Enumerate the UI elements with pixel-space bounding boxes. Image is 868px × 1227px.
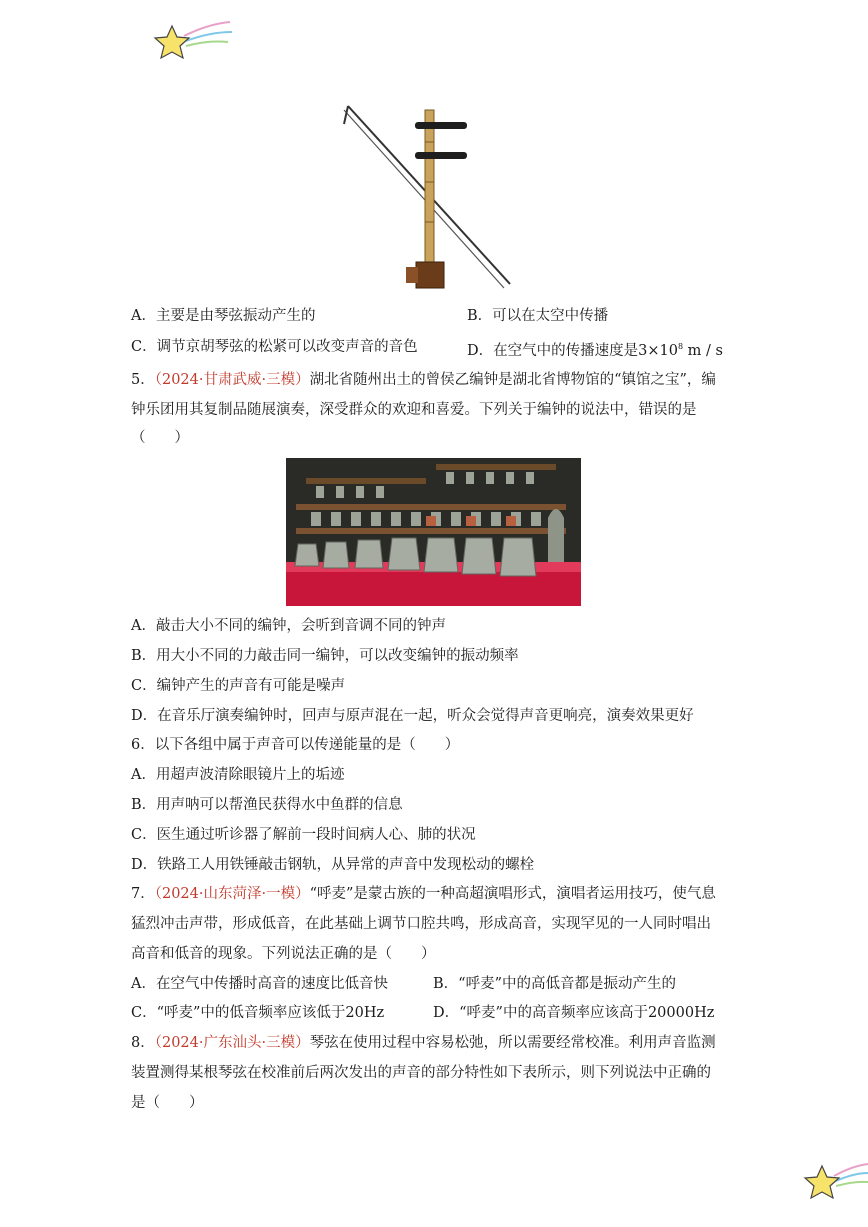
q7-stem-1: “呼麦”是蒙古族的一种高超演唱形式，演唱者运用技巧，使气息	[309, 886, 716, 902]
q5-stem-line-2: 钟乐团用其复制品随展演奏，深受群众的欢迎和喜爱。下列关于编钟的说法中，错误的是	[131, 402, 697, 418]
q8-number: 8．	[131, 1035, 155, 1051]
q4-option-d-base: 3×10	[638, 342, 678, 359]
q4-option-a: A．主要是由琴弦振动产生的	[131, 308, 316, 324]
q8-stem-line-1	[131, 1033, 716, 1053]
shooting-star-logo-bottom	[800, 1158, 868, 1204]
q7-stem-line-2: 猛烈冲击声带，形成低音，在此基础上调节口腔共鸣，形成高音，实现罕见的一人同时唱出	[131, 916, 711, 932]
q7-option-c: C．“呼麦”中的低音频率应该低于20Hz	[131, 1005, 385, 1021]
q5-number: 5．	[131, 372, 155, 388]
shooting-star-logo-top	[150, 18, 234, 64]
q6-option-c: C．医生通过听诊器了解前一段时间病人心、肺的状况	[131, 827, 476, 843]
q8-source: （2024·广东汕头·三模）	[154, 1035, 310, 1051]
q5-option-d: D．在音乐厅演奏编钟时，回声与原声混在一起，听众会觉得声音更响亮，演奏效果更好	[131, 708, 694, 724]
q8-stem-1: 琴弦在使用过程中容易松弛，所以需要经常校准。利用声音监测	[309, 1035, 716, 1051]
q5-stem-line-1	[131, 370, 716, 390]
q7-stem-line-3: 高音和低音的现象。下列说法正确的是（ ）	[131, 946, 436, 962]
q7-option-d: D．“呼麦”中的高音频率应该高于20000Hz	[433, 1005, 715, 1021]
q7-source: （2024·山东菏泽·一模）	[154, 886, 310, 902]
q8-stem-line-2: 装置测得某根琴弦在校准前后两次发出的声音的部分特性如下表所示，则下列说法中正确的	[131, 1065, 711, 1081]
q5-option-c: C．编钟产生的声音有可能是噪声	[131, 678, 346, 694]
q7-stem-line-1	[131, 884, 716, 904]
q6-stem: 6．以下各组中属于声音可以传递能量的是（ ）	[131, 737, 460, 753]
q6-option-a: A．用超声波清除眼镜片上的垢迹	[131, 767, 345, 783]
q5-blank: （ ）	[131, 430, 189, 446]
q6-option-b: B．用声呐可以帮渔民获得水中鱼群的信息	[131, 797, 403, 813]
q4-option-d	[467, 337, 723, 361]
q5-stem-1: 湖北省随州出土的曾侯乙编钟是湖北省博物馆的“镇馆之宝”，编	[309, 372, 716, 388]
q4-option-d-prefix: D．在空气中的传播速度是	[467, 342, 639, 359]
q7-number: 7．	[131, 886, 155, 902]
q8-stem-line-3: 是（ ）	[131, 1095, 204, 1111]
q4-option-c: C．调节京胡琴弦的松紧可以改变声音的音色	[131, 339, 418, 355]
bianzhong-bells-image	[286, 458, 581, 606]
q4-option-d-unit: m / s	[683, 342, 723, 359]
q4-option-b: B．可以在太空中传播	[467, 308, 609, 324]
q5-option-a: A．敲击大小不同的编钟，会听到音调不同的钟声	[131, 618, 446, 634]
q6-option-d: D．铁路工人用铁锤敲击钢轨，从异常的声音中发现松动的螺栓	[131, 857, 535, 873]
q7-option-b: B．“呼麦”中的高低音都是振动产生的	[433, 976, 676, 992]
q5-option-b: B．用大小不同的力敲击同一编钟，可以改变编钟的振动频率	[131, 648, 519, 664]
jinghu-instrument-image	[340, 102, 520, 294]
q4-option-d-exponent: 8	[677, 342, 684, 351]
q5-source: （2024·甘肃武威·三模）	[154, 372, 310, 388]
q7-option-a: A．在空气中传播时高音的速度比低音快	[131, 976, 388, 992]
